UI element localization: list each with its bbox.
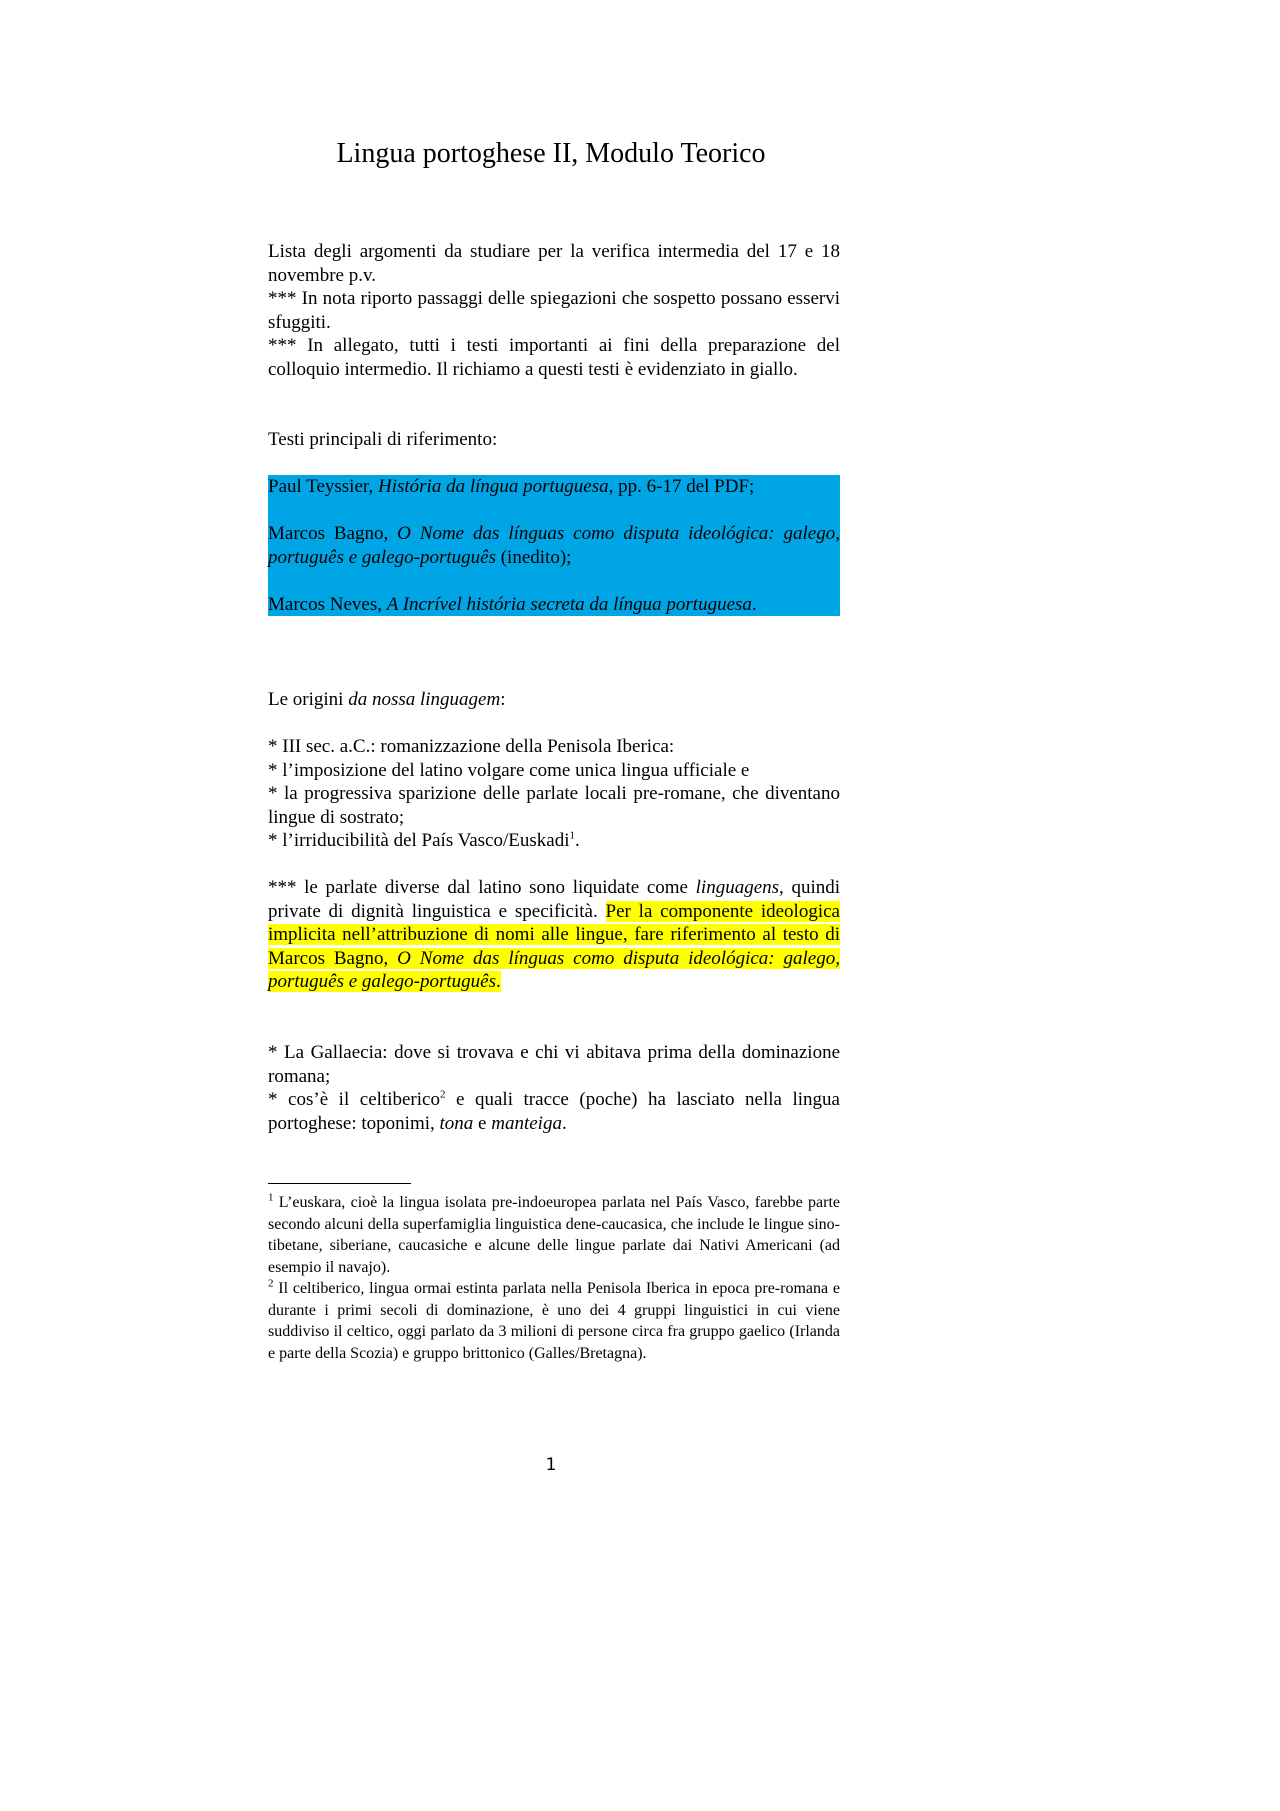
origins-item: * l’imposizione del latino volgare come unica lingua ufficiale e xyxy=(268,759,750,781)
intro-paragraph-2: *** In nota riporto passaggi delle spiegazioni che sospetto possano esservi sfuggiti. xyxy=(268,288,840,333)
reference-title: História da língua portuguesa xyxy=(377,476,609,497)
reference-details: . xyxy=(751,593,757,615)
reference-details: (inedito); xyxy=(495,546,572,568)
yellow-highlight: Per la componente ideologica implicita nell’attribuzione di nomi alle lingue, fare riferimento al testo di Marcos Bagno, xyxy=(268,900,840,969)
origins-heading: Le origini da nossa linguagem: xyxy=(268,689,506,710)
reference-item xyxy=(268,593,840,617)
footnotes-section xyxy=(268,1192,840,1364)
reference-details: , pp. 6-17 del PDF; xyxy=(608,476,755,497)
reference-title: O Nome das línguas como disputa ideológica: galego, português e galego-português xyxy=(268,523,840,568)
intro-paragraph-1: Lista degli argomenti da studiare per la verifica intermedia del 17 e 18 novembre p.v. xyxy=(268,241,840,286)
reference-item xyxy=(268,522,840,569)
origins-item: * l’irriducibilità del País Vasco/Euskadi$^1$. xyxy=(268,829,580,851)
references-box xyxy=(268,475,840,616)
gallaecia-item: * cos’è il celtiberico$^2$ e quali tracce (poche) ha lasciato nella lingua portoghese: toponimi, tona e manteiga. xyxy=(268,1088,840,1134)
reference-author: Paul Teyssier, xyxy=(268,476,378,497)
reference-item xyxy=(268,475,840,499)
footnote-ref-1[interactable]: 1 xyxy=(569,829,575,842)
reference-author: Marcos Bagno, xyxy=(268,523,398,544)
document-title: Lingua portoghese II, Modulo Teorico xyxy=(336,138,766,169)
note-section xyxy=(268,876,840,994)
footnote-mark: 2 xyxy=(268,1277,274,1290)
references-heading: Testi principali di riferimento: xyxy=(268,429,498,450)
origins-item: * III sec. a.C.: romanizzazione della Penisola Iberica: xyxy=(268,736,675,757)
gallaecia-item: * La Gallaecia: dove si trovava e chi vi abitava prima della dominazione romana; xyxy=(268,1042,840,1087)
footnote xyxy=(268,1192,840,1278)
reference-title: A Incrível história secreta da língua portuguesa xyxy=(386,593,752,615)
yellow-highlight-title: O Nome das línguas como disputa ideológica: galego, português e galego-português xyxy=(268,947,840,992)
gallaecia-section xyxy=(268,1041,840,1135)
footnote-separator xyxy=(268,1183,411,1184)
footnote-mark: 1 xyxy=(268,1191,274,1204)
references-heading-section xyxy=(268,428,840,452)
intro-paragraph-3: *** In allegato, tutti i testi importanti ai fini della preparazione del colloquio intermedio. Il richiamo a questi testi è evidenziato in giallo. xyxy=(268,335,840,380)
origins-item: * la progressiva sparizione delle parlate locali pre-romane, che diventano lingue di sostrato; xyxy=(268,783,840,828)
footnote-text: Il celtiberico, lingua ormai estinta parlata nella Penisola Iberica in epoca pre-romana e durante i primi secoli di dominazione, è uno dei 4 gruppi linguistici in cui viene suddiviso il celtico, oggi parlato da 3 milioni di persone circa fra gruppo gaelico (Irlanda e parte della Scozia) e gruppo brittonico (Galles/Bretagna). xyxy=(268,1280,840,1362)
origins-section xyxy=(268,688,840,853)
footnote-text: L’euskara, cioè la lingua isolata pre-indoeuropea parlata nel País Vasco, farebbe parte secondo alcuni della superfamiglia linguistica dene-caucasica, che include le lingue sino-tibetane, siberiane, caucasiche e alcune delle lingue parlate dai Nativi Americani (ad esempio il navajo). xyxy=(268,1194,840,1276)
footnote-ref-2[interactable]: 2 xyxy=(439,1088,446,1101)
note-paragraph: *** le parlate diverse dal latino sono liquidate come linguagens, quindi private di dignità linguistica e specificità. Per la componente ideologica implicita nell’attribuzione di nomi alle lingue, fare riferimento al testo di Marcos Bagno, O Nome das línguas como disputa ideológica: galego, português e galego-português. xyxy=(268,877,841,992)
reference-author: Marcos Neves, xyxy=(268,593,387,615)
page-number: 1 xyxy=(545,1455,557,1475)
intro-section xyxy=(268,240,840,381)
footnote xyxy=(268,1278,840,1364)
